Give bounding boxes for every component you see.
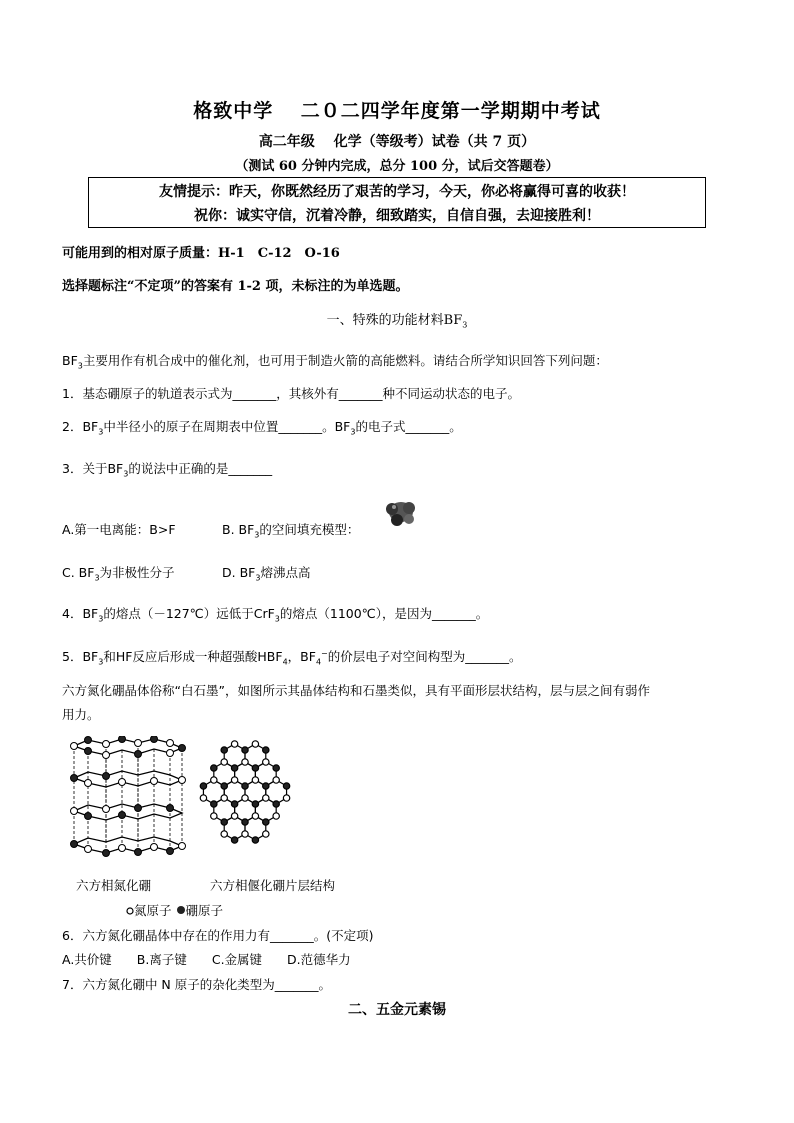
boron-atom	[211, 765, 217, 771]
boron-atom	[273, 765, 279, 771]
notice-line-1: 友情提示：昨天，你既然经历了艰苦的学习，今天，你必将赢得可喜的收获！	[159, 184, 635, 200]
nitrogen-atom	[231, 813, 237, 819]
question-3: 3．关于$BF_3$的说法中正确的是_______	[62, 461, 273, 479]
question-6: 6．六方氮化硼晶体中存在的作用力有_______。(不定项)	[62, 928, 374, 943]
question-5: 5．$BF_3$和HF反应后形成一种超强酸$HBF_4$，$BF_4^-$的价层电子对空间构型为_______。	[62, 648, 522, 667]
atomic-mass-note: 可能用到的相对原子质量：H-1 C-12 O-16	[62, 246, 340, 261]
boron-atom	[231, 801, 237, 807]
question-1: 1．基态硼原子的轨道表示式为_______，其核外有_______种不同运动状态的电子。	[62, 386, 520, 401]
nitrogen-atom	[242, 795, 248, 801]
boron-atom-legend-icon	[176, 905, 186, 915]
boron-atom	[242, 783, 248, 789]
boron-atom	[263, 783, 269, 789]
boron-atom	[242, 747, 248, 753]
bn-intro-line-2: 用力。	[62, 707, 100, 722]
question-4: 4．$BF_3$的熔点（－127℃）远低于CrF$_3$的熔点（1100℃），是因为_______。	[62, 606, 489, 624]
figure-label-left: 六方相氮化硼	[76, 878, 152, 893]
question-2: 2．$BF_3$中半径小的原子在周期表中位置_______。$BF_3$的电子式_______。	[62, 419, 462, 437]
question-3-option-c: C. $BF_3$为非极性分子	[62, 565, 175, 583]
nitrogen-atom	[252, 777, 258, 783]
exam-title: 格致中学 二０二四学年度第一学期期中考试	[193, 100, 601, 122]
boron-atom	[231, 837, 237, 843]
boron-atom	[252, 801, 258, 807]
exam-subtitle-time: （测试 60 分钟内完成，总分 100 分，试后交答题卷）	[235, 159, 559, 174]
legend-nitrogen-label: 氮原子	[134, 903, 172, 918]
legend-boron-label: 硼原子	[185, 903, 224, 918]
nitrogen-atom	[283, 795, 289, 801]
hexagonal-bn-sheet-figure	[194, 736, 296, 860]
nitrogen-atom	[211, 777, 217, 783]
hexagonal-bn-crystal-figure	[66, 736, 188, 861]
question-6-options: A.共价键 B.离子键 C.金属键 D.范德华力	[62, 952, 351, 967]
boron-atom	[273, 801, 279, 807]
boron-atom	[252, 765, 258, 771]
nitrogen-atom	[242, 831, 248, 837]
nitrogen-atom	[221, 795, 227, 801]
boron-atom	[221, 747, 227, 753]
nitrogen-atom-legend-icon	[126, 907, 134, 915]
nitrogen-atom	[263, 831, 269, 837]
nitrogen-atom	[211, 813, 217, 819]
nitrogen-atom	[263, 759, 269, 765]
nitrogen-atom	[221, 759, 227, 765]
boron-atom	[283, 783, 289, 789]
boron-atom	[211, 801, 217, 807]
nitrogen-atom	[200, 795, 206, 801]
boron-atom	[263, 747, 269, 753]
question-3-option-a: A.第一电离能：B>F	[62, 522, 176, 537]
boron-atom	[263, 819, 269, 825]
boron-atom	[252, 837, 258, 843]
section2-title: 二、五金元素锡	[348, 1002, 446, 1018]
boron-atom	[231, 765, 237, 771]
choice-question-note: 选择题标注“不定项”的答案有 1-2 项，未标注的为单选题。	[62, 279, 409, 294]
nitrogen-atom	[252, 741, 258, 747]
nitrogen-atom	[221, 831, 227, 837]
nitrogen-atom	[231, 777, 237, 783]
section1-title: 一、特殊的功能材料$BF_3$	[326, 313, 468, 330]
question-3-option-b: B. $BF_3$的空间填充模型：	[222, 522, 360, 540]
nitrogen-atom	[273, 777, 279, 783]
figure-label-right: 六方相偃化硼片层结构	[210, 878, 336, 893]
nitrogen-atom	[263, 795, 269, 801]
section1-intro: $BF_3$主要用作有机合成中的催化剂，也可用于制造火箭的高能燃料。请结合所学知识回答下列问题：	[62, 353, 608, 371]
legend	[126, 901, 223, 919]
boron-atom	[221, 819, 227, 825]
nitrogen-atom	[252, 813, 258, 819]
boron-atom	[242, 819, 248, 825]
boron-atom	[221, 783, 227, 789]
nitrogen-atom	[231, 741, 237, 747]
notice-line-2: 祝你：诚实守信，沉着冷静，细致踏实，自信自强，去迎接胜利！	[194, 208, 600, 224]
nitrogen-atom	[242, 759, 248, 765]
question-3-option-d: D. $BF_3$熔沸点高	[222, 565, 311, 583]
boron-atom	[200, 783, 206, 789]
question-7: 7．六方氮化硼中 N 原子的杂化类型为_______。	[62, 977, 332, 992]
bf3-space-filling-model-image	[383, 499, 417, 529]
bn-intro-line-1: 六方氮化硼晶体俗称“白石墨”，如图所示其晶体结构和石墨类似，具有平面形层状结构，层与层之间有弱作	[62, 683, 650, 698]
nitrogen-atom	[273, 813, 279, 819]
exam-subtitle-grade: 高二年级 化学（等级考）试卷（共 7 页）	[258, 134, 536, 150]
